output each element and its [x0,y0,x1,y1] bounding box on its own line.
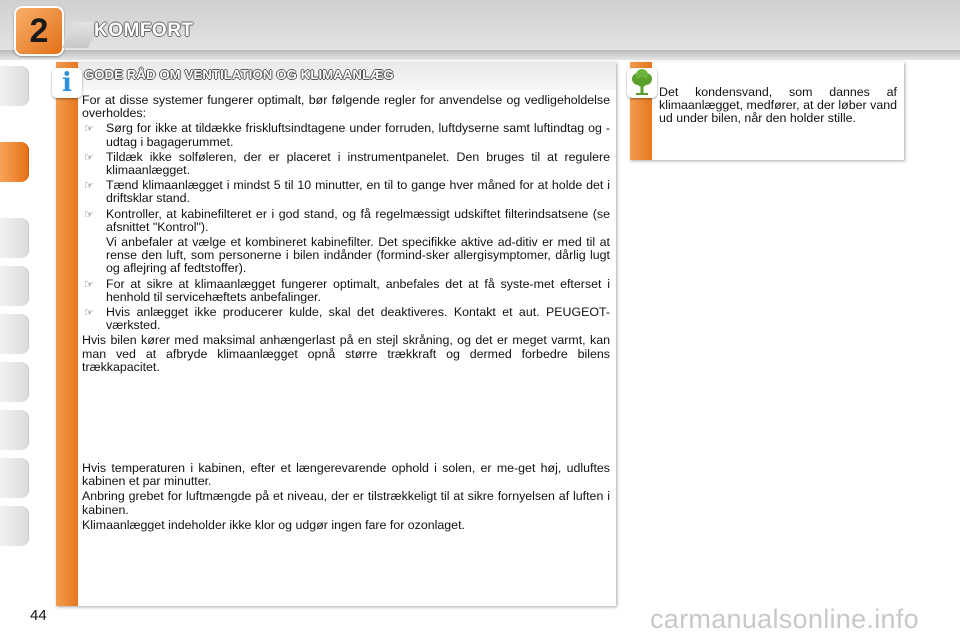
chapter-index-tabs [0,66,34,576]
chapter-tab-6[interactable] [0,362,29,402]
bullet-text: Sørg for ikke at tildække friskluftsindtagene under forruden, luftdyserne samt luftindtag og -udtag i bagagerummet. [106,121,610,149]
list-item [82,208,610,234]
list-item [82,122,610,148]
chapter-tab-5[interactable] [0,314,29,354]
info-panel-stripe [56,62,78,606]
temperature-paragraph: Hvis temperaturen i kabinen, efter et længerevarende ophold i solen, er me-get høj, udluftes kabinen et par minutter. [82,461,610,489]
ozone-paragraph: Klimaanlægget indeholder ikke klor og udgør ingen fare for ozonlaget. [82,517,465,532]
chapter-tab-9[interactable] [0,506,29,546]
bullet-text: Tildæk ikke solføleren, der er placeret i instrumentpanelet. Den bruges til at regulere klimaanlægget. [106,149,610,178]
list-item [82,278,610,304]
chapter-tab-4[interactable] [0,266,29,306]
bullet-text: For at sikre at klimaanlægget fungerer optimalt, anbefales det at få syste-met efterset i henhold til servicehæftets anbefalinger. [106,276,610,304]
intro-paragraph: For at disse systemer fungerer optimalt, bør følgende regler for anvendelse og vedligeholdelse overholdes: [82,93,610,121]
list-item [82,151,610,177]
filter-recommendation-note: Vi anbefaler at vælge et kombineret kabinefilter. Det specifikke aktive ad-ditiv er med til at rense den luft, som personerne i bilen indånder (formind-sker allergisymptomer, dårlig lugt og aflejring af fedtstoffer). [106,235,610,276]
pointing-hand-icon: ☞ [84,150,94,164]
chapter-tab-8[interactable] [0,458,29,498]
chapter-number-badge: 2 [14,6,64,56]
bullet-text: Hvis anlægget ikke producerer kulde, skal det deaktiveres. Kontakt et aut. PEUGEOT-værksted. [106,305,610,333]
info-panel-body [82,94,610,534]
chapter-tab-2[interactable] [0,142,29,182]
slope-paragraph: Hvis bilen kører med maksimal anhængerlast på en stejl skråning, og det er meget varmt, kan man ved at afbryde klimaanlægget opnå større trækkraft og dermed forbedre bilens trækkapacitet. [82,333,610,374]
pointing-hand-icon: ☞ [84,122,94,136]
pointing-hand-icon: ☞ [84,207,94,221]
airflow-handle-paragraph: Anbring grebet for luftmængde på et niveau, der er tilstrækkeligt til at sikre fornyelsen af luften i kabinen. [82,489,610,517]
pointing-hand-icon: ☞ [84,277,94,291]
chapter-title: KOMFORT [94,20,194,41]
chapter-tab-3[interactable] [0,218,29,258]
tree-eco-icon [627,68,657,98]
header-divider [0,50,960,60]
info-icon: i [52,68,82,98]
chapter-tab-1[interactable] [0,66,29,106]
bullet-text: Tænd klimaanlægget i mindst 5 til 10 minutter, en til to gange hver måned for at holde det i driftsklar stand. [106,178,610,206]
watermark: carmanualsonline.info [650,604,919,634]
section-title: GODE RÅD OM VENTILATION OG KLIMAANLÆG [84,67,394,82]
list-item [82,306,610,332]
blank-spacer [82,376,610,462]
chapter-tab-7[interactable] [0,410,29,450]
page-number: 44 [30,607,47,624]
pointing-hand-icon: ☞ [84,179,94,193]
eco-text: Det kondensvand, som dannes af klimaanlægget, medfører, at der løber vand ud under bilen, når den holder stille. [659,85,897,125]
list-item [82,179,610,205]
pointing-hand-icon: ☞ [84,306,94,320]
bullet-text: Kontroller, at kabinefilteret er i god stand, og få regelmæssigt udskiftet filterindsatsene (se afsnittet "Kontrol"). [106,206,610,234]
